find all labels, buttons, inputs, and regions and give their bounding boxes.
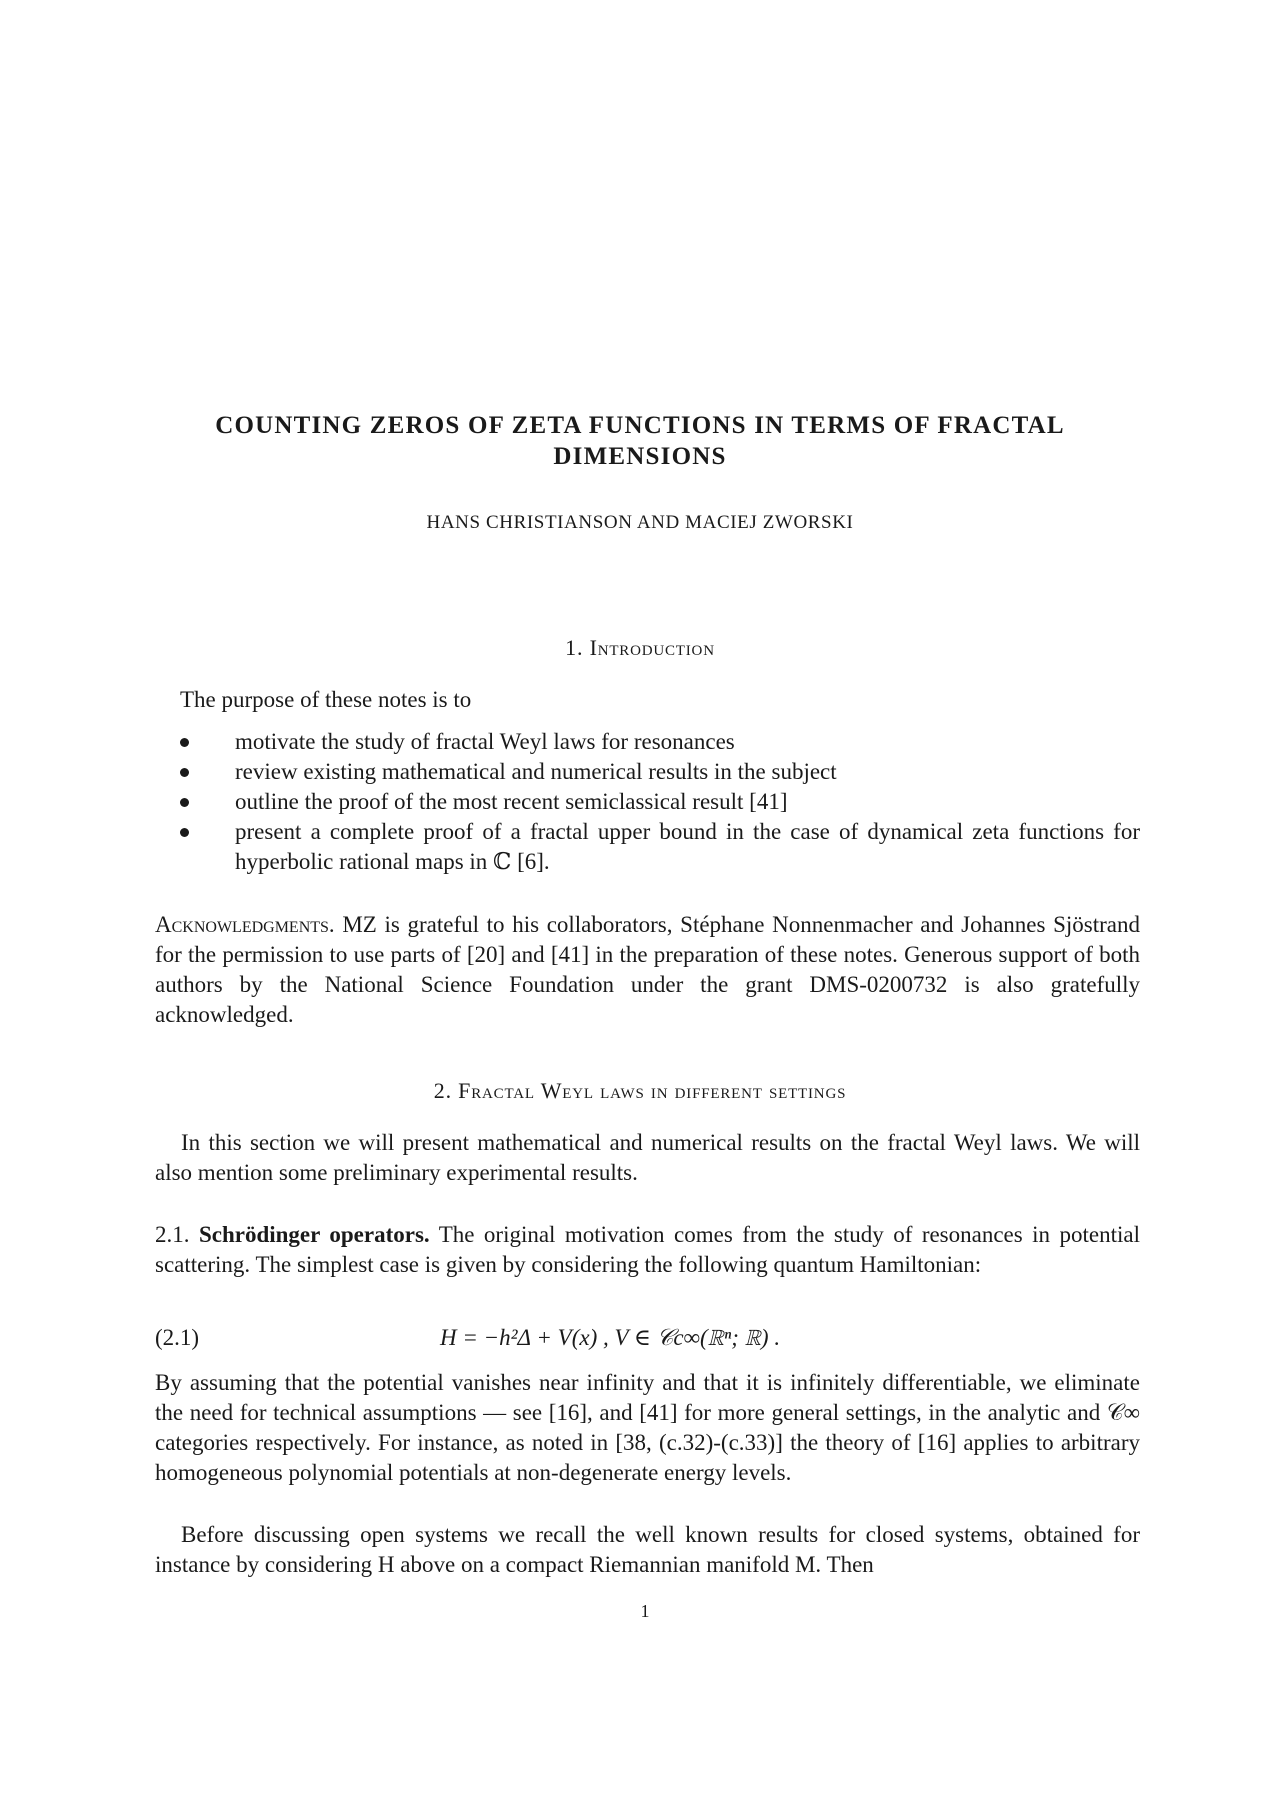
- bullet-icon: [180, 828, 189, 837]
- title-line-1: COUNTING ZEROS OF ZETA FUNCTIONS IN TERMS OF FRACTAL: [215, 412, 1065, 439]
- list-item: motivate the study of fractal Weyl laws for resonances: [180, 727, 1140, 757]
- bullet-list: [180, 727, 1140, 877]
- section-1-intro: The purpose of these notes is to: [180, 687, 472, 712]
- paragraph-closed-systems: Before discussing open systems we recall the well known results for closed systems, obtained for instance by considering H above on a compact Riemannian manifold M. Then: [155, 1522, 1140, 1577]
- subsection-number: 2.1.: [155, 1222, 190, 1247]
- bullet-icon: [180, 798, 189, 807]
- page-number: 1: [640, 1601, 650, 1621]
- list-item: outline the proof of the most recent semiclassical result [41]: [180, 787, 1140, 817]
- acknowledgments-paragraph: [155, 910, 1140, 1030]
- section-2-heading: 2. Fractal Weyl laws in different settings: [433, 1078, 847, 1103]
- subsection-text: The original motivation comes from the study of resonances in potential scattering. The simplest case is given by considering the following quantum Hamiltonian:: [155, 1222, 1140, 1277]
- acknowledgments-label: Acknowledgments.: [155, 912, 335, 937]
- paragraph-after-equation: By assuming that the potential vanishes near infinity and that it is infinitely differentiable, we eliminate the need for technical assumptions — see [16], and [41] for more general settings, in the analytic and 𝒞∞ categories respectively. For instance, as noted in [38, (c.32)-(c.33)] the theory of [16] applies to arbitrary homogeneous polynomial potentials at non-degenerate energy levels.: [155, 1370, 1140, 1485]
- list-item: present a complete proof of a fractal upper bound in the case of dynamical zeta functions for hyperbolic rational maps in ℂ [6].: [180, 817, 1140, 877]
- equation-formula: H = −h²Δ + V(x) , V ∈ 𝒞c∞(ℝⁿ; ℝ) .: [440, 1325, 781, 1350]
- subsection-title: Schrödinger operators.: [198, 1222, 430, 1247]
- section-1-heading: 1. Introduction: [565, 635, 715, 660]
- acknowledgments-text: MZ is grateful to his collaborators, Stéphane Nonnenmacher and Johannes Sjöstrand for the permission to use parts of [20] and [41] in the preparation of these notes. Generous support of both authors by the National Science Foundation under the grant DMS-0200732 is also gratefully acknowledged.: [155, 912, 1140, 1027]
- title-line-2: DIMENSIONS: [553, 443, 727, 470]
- list-item: review existing mathematical and numerical results in the subject: [180, 757, 1140, 787]
- equation-number: (2.1): [155, 1325, 200, 1350]
- authors: HANS CHRISTIANSON AND MACIEJ ZWORSKI: [426, 512, 854, 533]
- section-2-intro: In this section we will present mathematical and numerical results on the fractal Weyl laws. We will also mention some preliminary experimental results.: [155, 1130, 1140, 1185]
- bullet-icon: [180, 738, 189, 747]
- paper-title: [150, 410, 1130, 472]
- subsection-2-1-paragraph: [155, 1220, 1140, 1280]
- bullet-icon: [180, 768, 189, 777]
